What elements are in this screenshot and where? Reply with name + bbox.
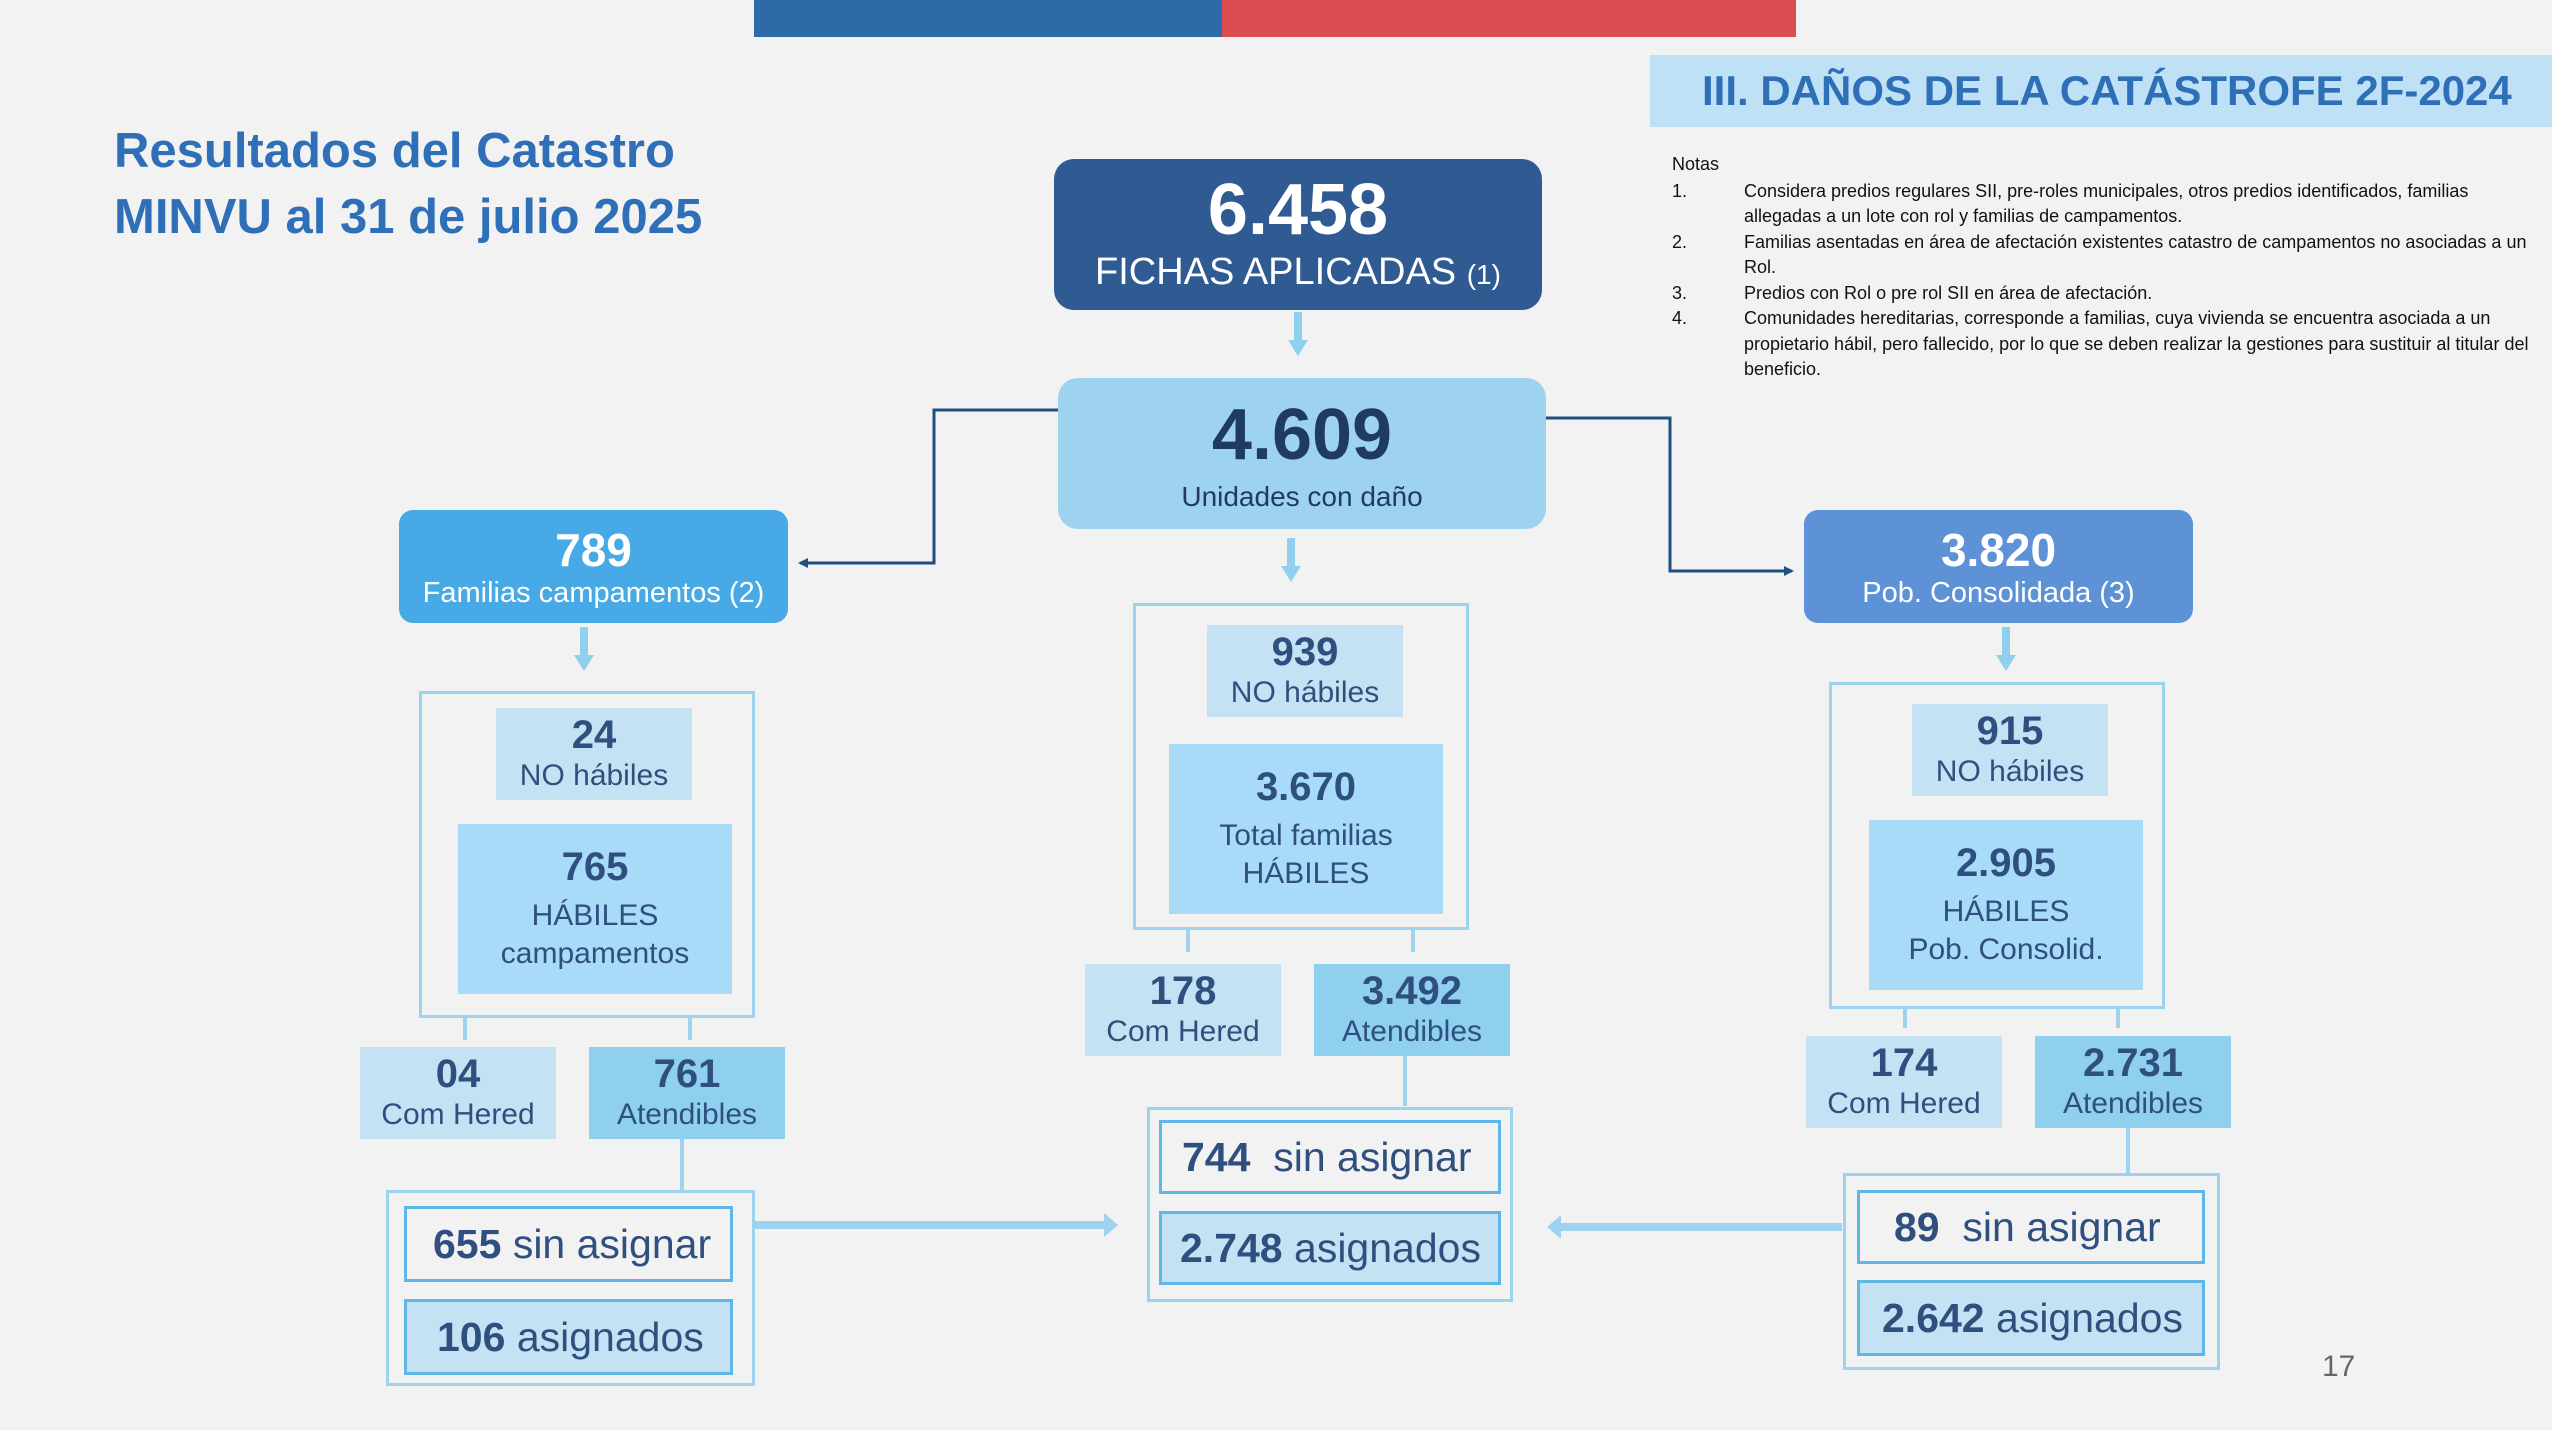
centro-no-habiles-label: NO hábiles bbox=[1230, 676, 1380, 709]
campamentos-com-hered bbox=[360, 1047, 556, 1139]
campamentos-asignados-label: asignados bbox=[516, 1313, 704, 1360]
note-text: Comunidades hereditarias, corresponde a familias, cuya vivienda se encuentra asociada a un propietario hábil, pero fallecido, por lo que se deben realizar la gestiones para sustituir al titular del beneficio. bbox=[1744, 308, 2529, 379]
centro-atendibles-label: Atendibles bbox=[1341, 1015, 1483, 1048]
consolidada-habiles-label-2: Pob. Consolid. bbox=[1908, 933, 2104, 966]
unidades-value: 4.609 bbox=[1211, 394, 1393, 475]
consolidada-atendibles-label: Atendibles bbox=[2062, 1087, 2204, 1120]
campamentos-sin-asignar bbox=[404, 1206, 733, 1282]
campamentos-asignados-value: 106 bbox=[437, 1313, 506, 1360]
fichas-value: 6.458 bbox=[1207, 170, 1389, 250]
consolidada-habiles-value: 2.905 bbox=[1955, 841, 2057, 885]
consolidada-asignados-value: 2.642 bbox=[1882, 1294, 1985, 1341]
consolidada-asignados bbox=[1857, 1280, 2205, 1356]
centro-no-habiles bbox=[1207, 625, 1403, 717]
centro-sin-asignar-label: sin asignar bbox=[1273, 1133, 1472, 1180]
consolidada-no-habiles-value: 915 bbox=[1976, 709, 2044, 753]
centro-no-habiles-value: 939 bbox=[1271, 630, 1339, 674]
connector-to-consolidada bbox=[1546, 418, 1792, 571]
campamentos-no-habiles bbox=[496, 708, 692, 800]
centro-com-hered-value: 178 bbox=[1149, 969, 1217, 1013]
campamentos-habiles bbox=[458, 824, 732, 994]
centro-habiles-value: 3.670 bbox=[1255, 765, 1357, 809]
campamentos-habiles-label-2: campamentos bbox=[500, 937, 690, 970]
consolidada-com-hered bbox=[1806, 1036, 2002, 1128]
campamentos-habiles-label-1: HÁBILES bbox=[531, 899, 659, 932]
centro-atendibles-value: 3.492 bbox=[1361, 969, 1463, 1013]
consolidada-value: 3.820 bbox=[1940, 523, 2057, 576]
page-number: 17 bbox=[2322, 1350, 2356, 1383]
note-text: Considera predios regulares SII, pre-roles municipales, otros predios identificados, familias allegadas a un lote con rol y familias de campamentos. bbox=[1744, 180, 2469, 226]
centro-com-hered bbox=[1085, 964, 1281, 1056]
notes-heading: Notas bbox=[1672, 154, 1720, 174]
note-text: Familias asentadas en área de afectación existentes catastro de campamentos no asociadas a un Rol. bbox=[1744, 231, 2527, 277]
campamentos-com-hered-label: Com Hered bbox=[381, 1098, 535, 1131]
connector-to-campamentos bbox=[800, 410, 1058, 563]
campamentos-no-habiles-value: 24 bbox=[571, 713, 617, 757]
campamentos-asignados bbox=[404, 1299, 733, 1375]
consolidada-com-hered-label: Com Hered bbox=[1827, 1087, 1981, 1120]
consolidada-habiles-label-1: HÁBILES bbox=[1942, 895, 2070, 928]
page-title-line-2: MINVU al 31 de julio 2025 bbox=[114, 190, 703, 244]
centro-com-hered-label: Com Hered bbox=[1106, 1015, 1260, 1048]
campamentos-label: Familias campamentos (2) bbox=[422, 576, 765, 609]
fichas-aplicadas-box bbox=[1054, 159, 1542, 310]
centro-asignados-value: 2.748 bbox=[1180, 1224, 1283, 1271]
centro-habiles bbox=[1169, 744, 1443, 914]
centro-asignados-label: asignados bbox=[1294, 1224, 1481, 1271]
consolidada-label: Pob. Consolidada (3) bbox=[1862, 576, 2135, 609]
unidades-con-dano-box bbox=[1058, 378, 1546, 529]
note-number: 2. bbox=[1672, 231, 1688, 252]
consolidada-sin-asignar-label: sin asignar bbox=[1962, 1203, 2161, 1250]
centro-habiles-label-2: HÁBILES bbox=[1242, 857, 1370, 890]
campamentos-atendibles-value: 761 bbox=[653, 1052, 721, 1096]
consolidada-sin-asignar-value: 89 bbox=[1894, 1203, 1940, 1250]
consolidada-atendibles bbox=[2035, 1036, 2231, 1128]
fichas-label: FICHAS APLICADAS bbox=[1095, 251, 1457, 293]
page-title-line-1: Resultados del Catastro bbox=[114, 124, 675, 178]
consolidada-asignados-label: asignados bbox=[1996, 1294, 2183, 1341]
campamentos-no-habiles-label: NO hábiles bbox=[519, 759, 669, 792]
campamentos-value: 789 bbox=[555, 523, 632, 576]
note-number: 4. bbox=[1672, 308, 1688, 328]
centro-asignados bbox=[1159, 1211, 1501, 1285]
campamentos-com-hered-value: 04 bbox=[435, 1052, 481, 1096]
unidades-label: Unidades con daño bbox=[1181, 480, 1423, 512]
campamentos-atendibles-label: Atendibles bbox=[616, 1098, 758, 1131]
campamentos-sin-asignar-value: 655 bbox=[433, 1220, 502, 1267]
pob-consolidada-box bbox=[1804, 510, 2193, 623]
consolidada-no-habiles-label: NO hábiles bbox=[1935, 755, 2085, 788]
fichas-label-row bbox=[1095, 249, 1501, 298]
consolidada-atendibles-value: 2.731 bbox=[2082, 1041, 2184, 1085]
note-number: 1. bbox=[1672, 180, 1688, 201]
campamentos-habiles-value: 765 bbox=[561, 845, 629, 889]
centro-sin-asignar-value: 744 bbox=[1182, 1133, 1251, 1180]
section-title: III. DAÑOS DE LA CATÁSTROFE 2F-2024 bbox=[1702, 67, 2512, 114]
consolidada-habiles bbox=[1869, 820, 2143, 990]
centro-sin-asignar bbox=[1159, 1120, 1501, 1194]
consolidada-sin-asignar bbox=[1857, 1190, 2205, 1264]
note-text: Predios con Rol o pre rol SII en área de afectación. bbox=[1744, 282, 2153, 303]
consolidada-no-habiles bbox=[1912, 704, 2108, 796]
familias-campamentos-box bbox=[399, 510, 788, 623]
note-number: 3. bbox=[1672, 282, 1688, 303]
campamentos-atendibles bbox=[589, 1047, 785, 1139]
fichas-note: (1) bbox=[1466, 259, 1501, 290]
centro-habiles-label-1: Total familias bbox=[1219, 819, 1393, 852]
campamentos-sin-asignar-label: sin asignar bbox=[512, 1220, 712, 1267]
centro-atendibles bbox=[1314, 964, 1510, 1056]
consolidada-com-hered-value: 174 bbox=[1870, 1041, 1938, 1085]
